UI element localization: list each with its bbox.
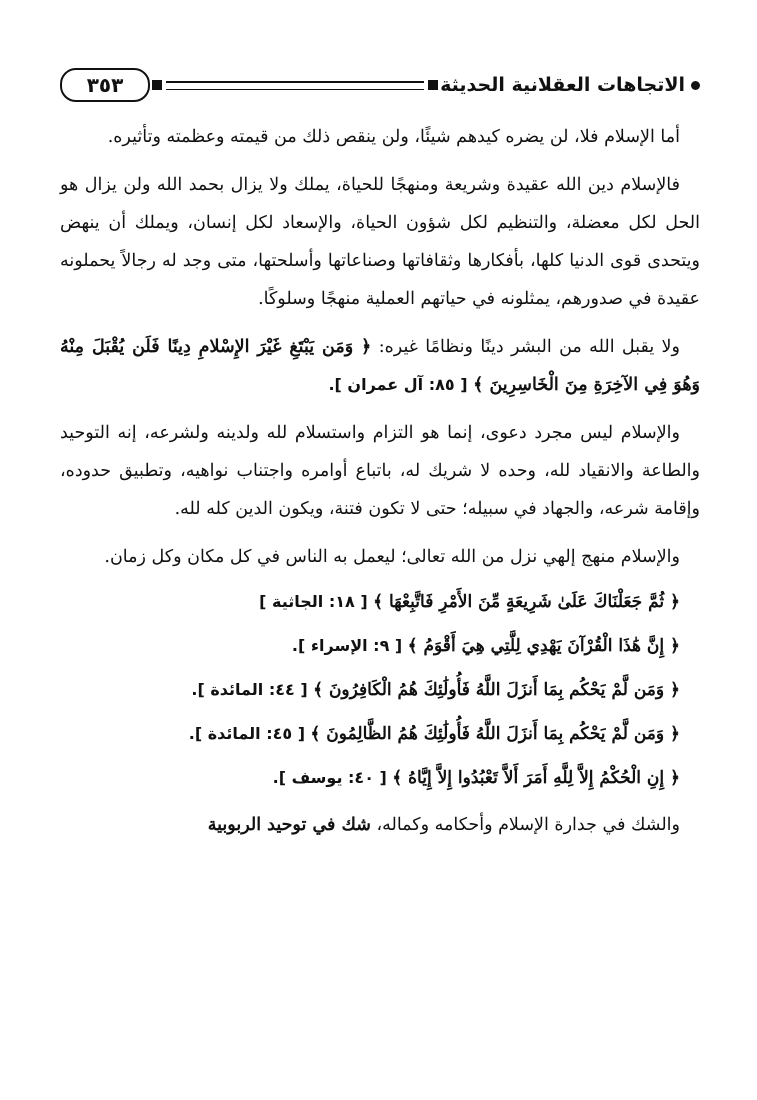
quran-verse: ﴿ إِنِ الْحُكْمُ إِلاَّ لِلَّهِ أَمَرَ أَلاَّ تَعْبُدُوا إِلاَّ إِيَّاهُ ﴾ [392,768,680,788]
verse-reference: [ ١٨: الجاثية ] [259,592,368,611]
quran-verse: ﴿ ثُمَّ جَعَلْنَاكَ عَلَىٰ شَرِيعَةٍ مِّنَ الأَمْرِ فَاتَّبِعْهَا ﴾ [373,592,680,612]
verse-item [60,580,680,624]
paragraph-1: أما الإسلام فلا، لن يضره كيدهم شيئًا، ولن ينقص ذلك من قيمته وعظمته وتأثيره. [107,127,680,147]
quran-verse: ﴿ وَمَن لَّمْ يَحْكُم بِمَا أَنزَلَ اللَّهُ فَأُولَٰئِكَ هُمُ الْكَافِرُونَ ﴾ [313,680,680,700]
quran-verse: ﴿ وَمَن لَّمْ يَحْكُم بِمَا أَنزَلَ اللَّهُ فَأُولَٰئِكَ هُمُ الظَّالِمُونَ ﴾ [310,724,680,744]
page-body [60,118,700,844]
verse-list [60,580,700,800]
paragraph-6-start: والشك في جدارة الإسلام وأحكامه وكماله، [376,815,680,835]
bullet-icon [691,81,700,90]
paragraph-3 [60,328,700,404]
running-title: الاتجاهات العقلانية الحديثة [440,74,685,96]
page-number: ٣٥٣ [60,68,150,102]
quran-verse: ﴿ وَمَن يَبْتَغِ غَيْرَ الإِسْلامِ دِينًا فَلَن يُقْبَلَ مِنْهُ وَهُوَ فِي الآخِرَةِ مِنَ الْخَاسِرِينَ ﴾ [60,337,700,395]
verse-item [60,756,680,800]
quran-verse: ﴿ إِنَّ هَٰذَا الْقُرْآنَ يَهْدِي لِلَّتِي هِيَ أَقْوَمُ ﴾ [407,636,680,656]
paragraph-3-intro: ولا يقبل الله من البشر دينًا ونظامًا غيره: [378,337,680,357]
header-rule [166,81,424,90]
paragraph-5: والإسلام منهج إلهي نزل من الله تعالى؛ ليعمل به الناس في كل مكان وكل زمان. [104,547,680,567]
verse-item [60,624,680,668]
running-header [60,60,700,110]
verse-reference: [ ٩: الإسراء ]. [291,636,403,655]
paragraph-4: والإسلام ليس مجرد دعوى، إنما هو التزام واستسلام لله ولدينه ولشرعه، إنه التوحيد والطاعة والانقياد لله، وحده لا شريك له، باتباع أوامره واجتناب نواهيه، وتطبيق حدوده، وإقامة شرعه، والجهاد في سبيله؛ حتى لا تكون فتنة، ويكون الدين كله لله. [60,423,700,519]
verse-item [60,668,680,712]
square-icon [152,80,162,90]
book-page [60,60,700,862]
square-icon [428,80,438,90]
paragraph-2: فالإسلام دين الله عقيدة وشريعة ومنهجًا للحياة، يملك ولا يزال بحمد الله ولن يزال هو الحل لكل معضلة، والتنظيم لكل شؤون الحياة، والإسعاد لكل إنسان، ويملك أن ينهض ويتحدى قوى الدنيا كلها، بأفكارها وثقافاتها وصناعاتها وأسلحتها، متى وجد له رجالاً يحملونه عقيدة في صدورهم، يمثلونه في حياتهم العملية منهجًا وسلوكًا. [60,175,700,309]
verse-item [60,712,680,756]
paragraph-6-bold: شك في توحيد الربوبية [207,815,371,835]
verse-reference: [ ٤٤: المائدة ]. [191,680,308,699]
verse-reference: [ ٨٥: آل عمران ]. [328,375,468,394]
verse-reference: [ ٤٥: المائدة ]. [188,724,306,743]
paragraph-6 [60,806,700,844]
verse-reference: [ ٤٠: يوسف ]. [272,768,387,787]
